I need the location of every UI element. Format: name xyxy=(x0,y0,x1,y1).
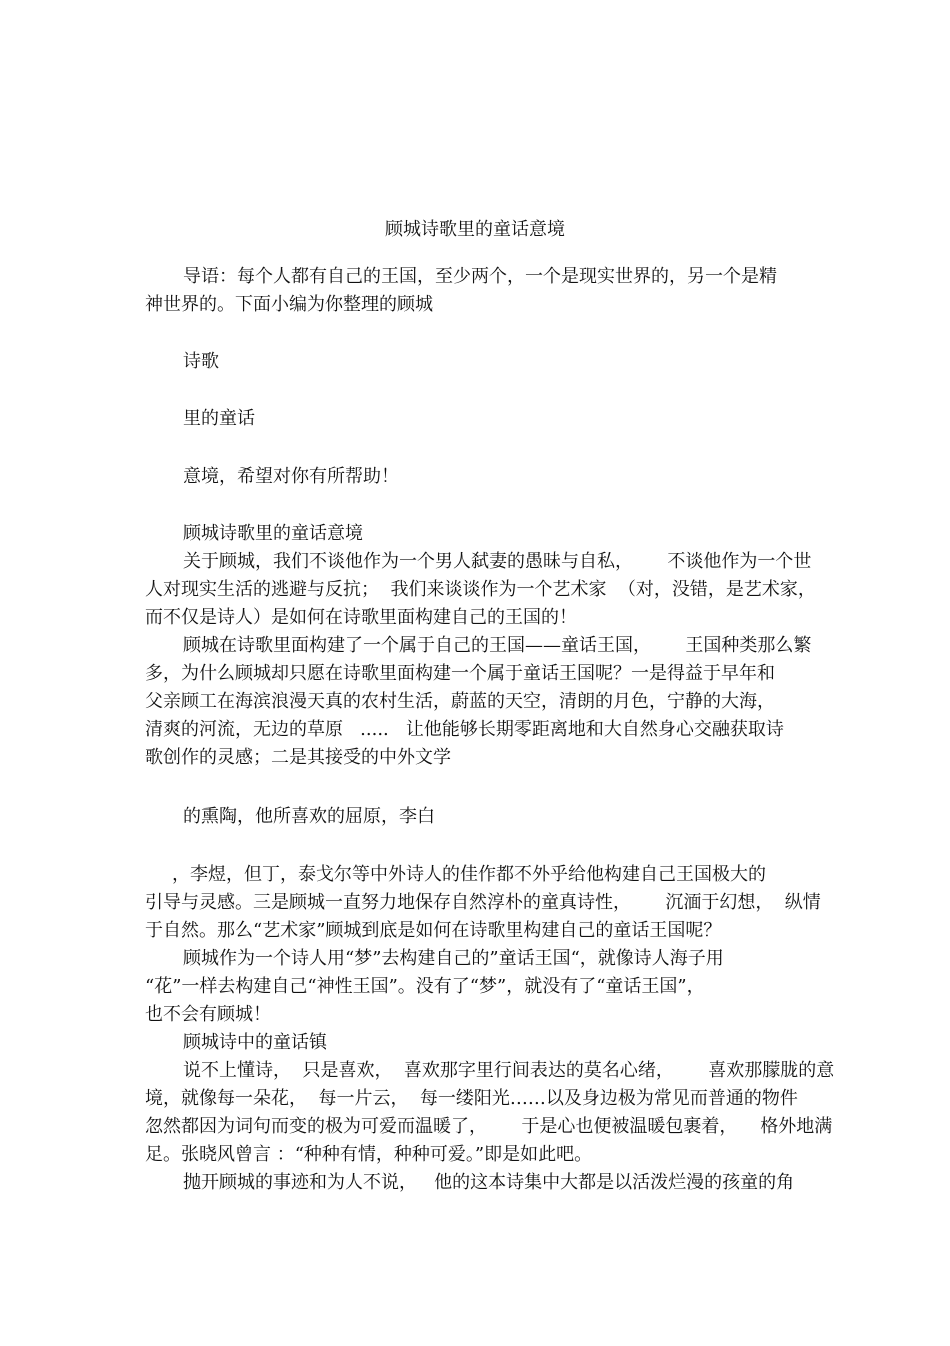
paragraph-line: 顾城作为一个诗人用“梦”去构建自己的”童话王国“，就像诗人海子用 xyxy=(183,948,724,969)
paragraph-line: 顾城在诗歌里面构建了一个属于自己的王国——童话王国， 王国种类那么繁 xyxy=(183,635,812,656)
paragraph-line: 清爽的河流，无边的草原 ..... 让他能够长期零距离地和大自然身心交融获取诗 xyxy=(145,719,784,740)
paragraph-line: 于自然。那么“艺术家”顾城到底是如何在诗歌里构建自己的童话王国呢？ xyxy=(145,920,722,941)
paragraph-line: 里的童话 xyxy=(183,408,255,429)
paragraph-line: 境，就像每一朵花， 每一片云， 每一缕阳光……以及身边极为常见而普通的物件 xyxy=(145,1088,798,1109)
section-heading: 顾城诗歌里的童话意境 xyxy=(183,523,363,544)
paragraph-line: 意境，希望对你有所帮助！ xyxy=(183,466,399,487)
paragraph-line: 引导与灵感。三是顾城一直努力地保存自然淳朴的童真诗性， 沉湎于幻想， 纵情 xyxy=(145,892,821,913)
paragraph-line: 人对现实生活的逃避与反抗； 我们来谈谈作为一个艺术家 （对，没错，是艺术家， xyxy=(145,579,816,600)
paragraph-line: 导语：每个人都有自己的王国，至少两个，一个是现实世界的，另一个是精 xyxy=(183,266,777,287)
paragraph-line: 足。张晓风曾言 ：“种种有情，种种可爱。”即是如此吧。 xyxy=(145,1144,593,1165)
paragraph-line: 神世界的。下面小编为你整理的顾城 xyxy=(145,294,433,315)
paragraph-line: “花”一样去构建自己“神性王国”。没有了“梦”，就没有了“童话王国”， xyxy=(145,976,705,997)
paragraph-line: 说不上懂诗， 只是喜欢， 喜欢那字里行间表达的莫名心绪， 喜欢那朦胧的意 xyxy=(183,1060,835,1081)
document-title: 顾城诗歌里的童话意境 xyxy=(385,219,565,240)
paragraph-line: 也不会有顾城！ xyxy=(145,1004,271,1025)
paragraph-line: 的熏陶，他所喜欢的屈原，李白 xyxy=(183,806,435,827)
paragraph-line: 多，为什么顾城却只愿在诗歌里面构建一个属于童话王国呢？一是得益于早年和 xyxy=(145,663,775,684)
paragraph-line: 诗歌 xyxy=(183,351,219,372)
paragraph-line: 歌创作的灵感；二是其接受的中外文学 xyxy=(145,747,451,768)
paragraph-line: ，李煜，但丁，泰戈尔等中外诗人的佳作都不外乎给他构建自己王国极大的 xyxy=(172,864,766,885)
paragraph-line: 忽然都因为词句而变的极为可爱而温暖了， 于是心也便被温暖包裹着， 格外地满 xyxy=(145,1116,833,1137)
section-heading: 顾城诗中的童话镇 xyxy=(183,1032,327,1053)
paragraph-line: 抛开顾城的事迹和为人不说， 他的这本诗集中大都是以活泼烂漫的孩童的角 xyxy=(183,1172,795,1193)
paragraph-line: 父亲顾工在海滨浪漫天真的农村生活，蔚蓝的天空，清朗的月色，宁静的大海， xyxy=(145,691,775,712)
paragraph-line: 关于顾城，我们不谈他作为一个男人弑妻的愚昧与自私， 不谈他作为一个世 xyxy=(183,551,812,572)
paragraph-line: 而不仅是诗人）是如何在诗歌里面构建自己的王国的！ xyxy=(145,607,577,628)
